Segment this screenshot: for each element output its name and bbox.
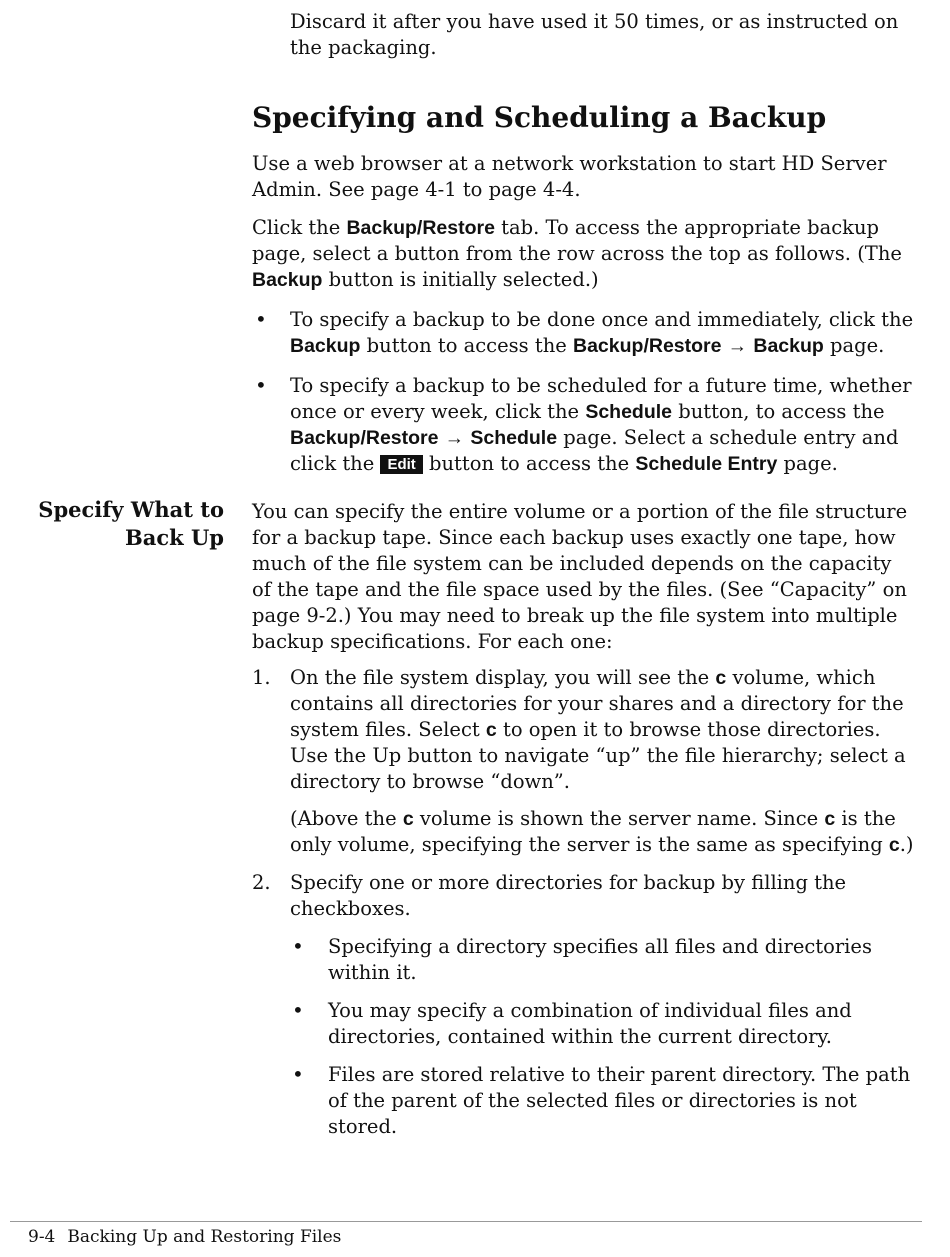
volume-term: c — [824, 808, 836, 830]
text: page. — [777, 452, 838, 475]
footer-rule — [10, 1221, 922, 1222]
ui-term: Backup — [252, 269, 323, 291]
page-number: 9-4 — [28, 1227, 56, 1247]
text: page. Select a schedule entry and click the — [290, 426, 899, 475]
text: button, to access the — [672, 400, 885, 423]
bullet-item — [290, 307, 930, 359]
specify-paragraph: You can specify the entire volume or a portion of the file structure for a backup tape. Since each backup uses exactly one tape, how much of the file system can be included depends on the capacity of the tape and the file space used by the files. (See “Capacity” on page 9-2.) You may need to break up the file system into multiple backup specifications. For each one: — [252, 500, 908, 653]
chapter-title: Backing Up and Restoring Files — [67, 1227, 342, 1247]
sub-bullet-item: Files are stored relative to their parent directory. The path of the parent of the selected files or directories is not stored. — [328, 1063, 911, 1138]
arrow-icon: → — [444, 427, 465, 449]
text: button to access the — [360, 334, 573, 357]
bullet-marker: • — [292, 1062, 304, 1086]
ui-term: Backup/Restore — [290, 427, 439, 449]
step-number: 2. — [252, 871, 271, 894]
bullet-marker: • — [255, 307, 267, 331]
text: On the file system display, you will see the — [290, 666, 716, 689]
ui-term: Backup — [290, 335, 361, 357]
intro-continuation: Discard it after you have used it 50 times, or as instructed on the packaging. — [290, 10, 899, 59]
ui-term: Backup/Restore — [346, 217, 495, 239]
text: (Above the — [290, 807, 403, 830]
side-heading-line: Specify What to — [38, 497, 224, 522]
ui-term: Schedule — [470, 427, 558, 449]
edit-button-image: Edit — [380, 455, 422, 474]
ui-term: Backup/Restore — [573, 335, 722, 357]
volume-term: c — [485, 719, 497, 741]
text: To specify a backup to be done once and immediately, click the — [290, 308, 914, 331]
volume-term: c — [402, 808, 414, 830]
sub-bullet-item: You may specify a combination of individual files and directories, contained within the current directory. — [328, 999, 852, 1048]
arrow-icon: → — [727, 335, 748, 357]
step-text: Specify one or more directories for backup by filling the checkboxes. — [290, 871, 847, 920]
text: button to access the — [422, 452, 636, 475]
text: volume, which contains all directories for your shares and a directory for the system files. Select — [290, 666, 904, 741]
sub-bullet-item: Specifying a directory specifies all files and directories within it. — [328, 935, 872, 984]
step-number: 1. — [252, 666, 271, 689]
bullet-item — [290, 373, 930, 477]
ui-term: Schedule Entry — [635, 453, 778, 475]
side-heading-line: Back Up — [124, 525, 224, 550]
side-heading — [20, 496, 224, 552]
bullet-marker: • — [292, 934, 304, 958]
bullet-marker: • — [255, 373, 267, 397]
ui-term: Backup — [753, 335, 824, 357]
text: tab. To access the appropriate backup page, select a button from the row across the top as follows. (The — [252, 216, 902, 265]
section-title: Specifying and Scheduling a Backup — [252, 101, 827, 134]
page-footer — [28, 1226, 341, 1248]
text: .) — [899, 833, 914, 856]
intro-paragraph: Use a web browser at a network workstation to start HD Server Admin. See page 4-1 to page 4-4. — [252, 152, 887, 201]
text: volume is shown the server name. Since — [413, 807, 825, 830]
text: To specify a backup to be scheduled for a future time, whether once or every week, click the — [290, 374, 912, 423]
volume-term: c — [888, 834, 900, 856]
text: page. — [823, 334, 885, 357]
bullet-marker: • — [292, 998, 304, 1022]
step-text — [290, 665, 915, 795]
volume-term: c — [715, 667, 727, 689]
text: to open it to browse those directories. Use the Up button to navigate “up” the file hierarchy; select a directory to browse “down”. — [290, 718, 906, 793]
text: is the only volume, specifying the server is the same as specifying — [290, 807, 896, 856]
backup-tab-paragraph — [252, 215, 912, 293]
step-note — [290, 806, 915, 858]
text: button is initially selected.) — [322, 268, 599, 291]
ui-term: Schedule — [585, 401, 673, 423]
text: Click the — [252, 216, 347, 239]
